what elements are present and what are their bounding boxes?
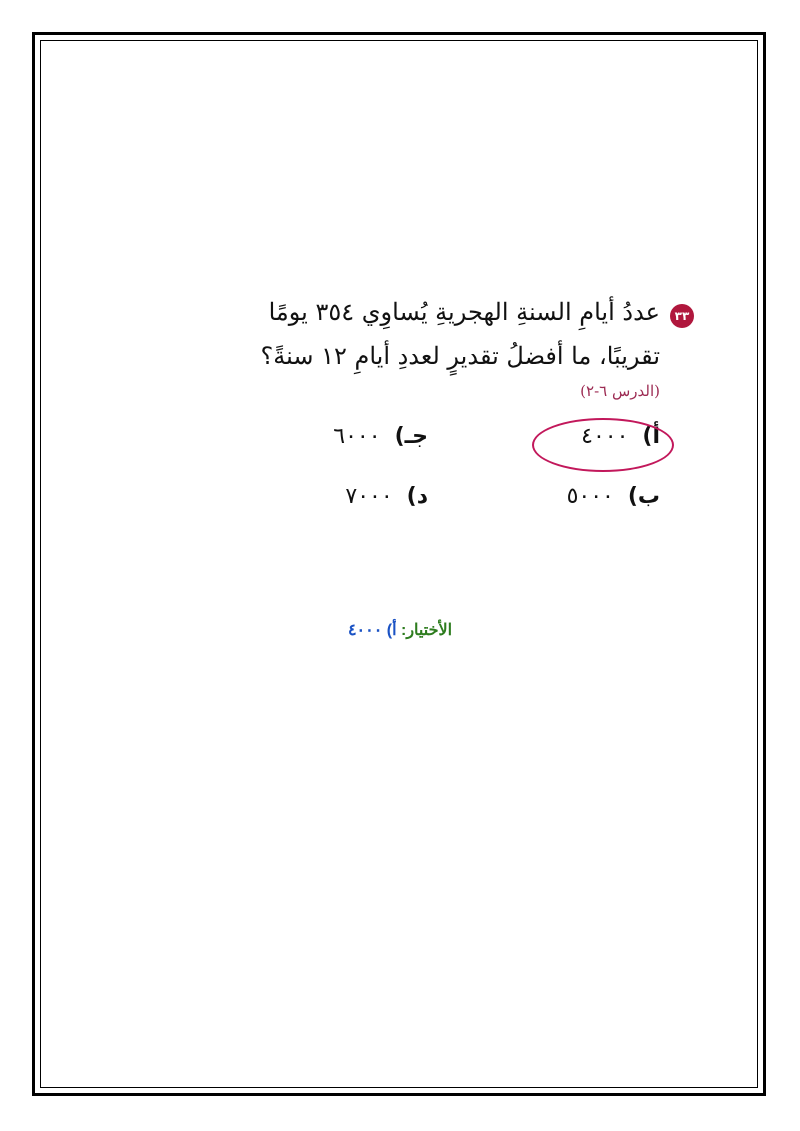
answer-choice: أ) ٤٠٠٠ xyxy=(347,622,397,639)
option-j-value: ٦٠٠٠ xyxy=(333,424,381,449)
page-border-inner xyxy=(40,40,758,1088)
option-j-letter: جـ) xyxy=(394,424,428,449)
question-number-badge: ٣٣ xyxy=(670,304,694,328)
question-block xyxy=(150,290,690,538)
option-b-letter: ب) xyxy=(627,484,660,509)
answer-line xyxy=(0,620,800,640)
selected-option-circle xyxy=(532,418,674,472)
option-a[interactable] xyxy=(581,424,660,449)
option-j[interactable] xyxy=(333,424,428,449)
option-b-value: ٥٠٠٠ xyxy=(566,484,614,509)
option-a-value: ٤٠٠٠ xyxy=(581,424,629,449)
option-b[interactable] xyxy=(567,484,660,509)
answer-label: الأختيار: xyxy=(401,622,453,639)
question-text-line-2: تقريبًا، ما أفضلُ تقديرٍ لعددِ أيامِ ١٢ سنةً؟ xyxy=(260,342,660,370)
option-d-value: ٧٠٠٠ xyxy=(345,484,393,509)
lesson-reference: (الدرس ٦-٢) xyxy=(580,382,660,400)
option-d-letter: د) xyxy=(406,484,428,509)
answer-options xyxy=(230,418,660,538)
question-text-line-1: عددُ أيامِ السنةِ الهجريةِ يُساوِي ٣٥٤ يومًا xyxy=(268,298,660,326)
page-border xyxy=(32,32,766,1096)
option-a-letter: أ) xyxy=(642,424,660,449)
option-d[interactable] xyxy=(345,484,428,509)
